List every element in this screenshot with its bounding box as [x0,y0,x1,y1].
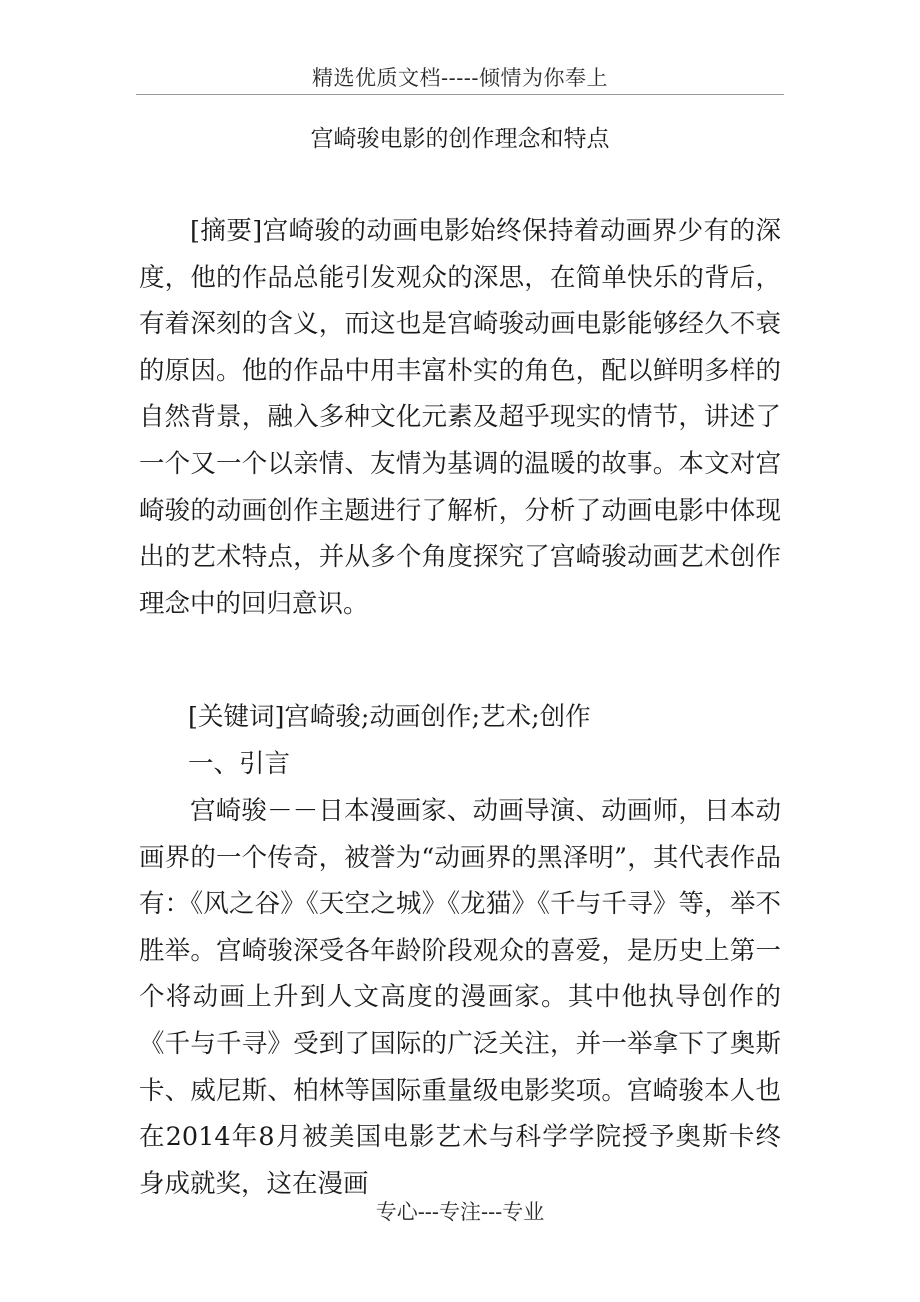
keywords-line: [关键词]宫崎骏;动画创作;艺术;创作 [188,702,591,732]
page-footer: 专心---专注---专业 [375,1200,545,1224]
section-heading-introduction: 一、引言 [188,749,291,779]
abstract-paragraph: [摘要]宫崎骏的动画电影始终保持着动画界少有的深度，他的作品总能引发观众的深思，在简单快乐的背后，有着深刻的含义，而这也是宫崎骏动画电影能够经久不衰的原因。他的作品中用丰富朴实的角色，配以鲜明多样的自然背景，融入多种文化元素及超乎现实的情节，讲述了一个又一个以亲情、友情为基调的温暖的故事。本文对宫崎骏的动画创作主题进行了解析，分析了动画电影中体现出的艺术特点，并从多个角度探究了宫崎骏动画艺术创作理念中的回归意识。 [139,216,781,619]
introduction-paragraph: 宫崎骏－－日本漫画家、动画导演、动画师，日本动画界的一个传奇，被誉为“动画界的黑泽明”，其代表作品有：《风之谷》《天空之城》《龙猫》《千与千寻》等，举不胜举。宫崎骏深受各年龄阶段观众的喜爱，是历史上第一个将动画上升到人文高度的漫画家。其中他执导创作的《千与千寻》受到了国际的广泛关注，并一举拿下了奥斯卡、威尼斯、柏林等国际重量级电影奖项。宫崎骏本人也在2014年8月被美国电影艺术与科学学院授予奥斯卡终身成就奖，这在漫画 [139,796,781,1199]
document-title: 宫崎骏电影的创作理念和特点 [310,126,610,152]
page-header: 精选优质文档-----倾情为你奉上 [312,66,608,90]
header-divider [136,94,784,95]
